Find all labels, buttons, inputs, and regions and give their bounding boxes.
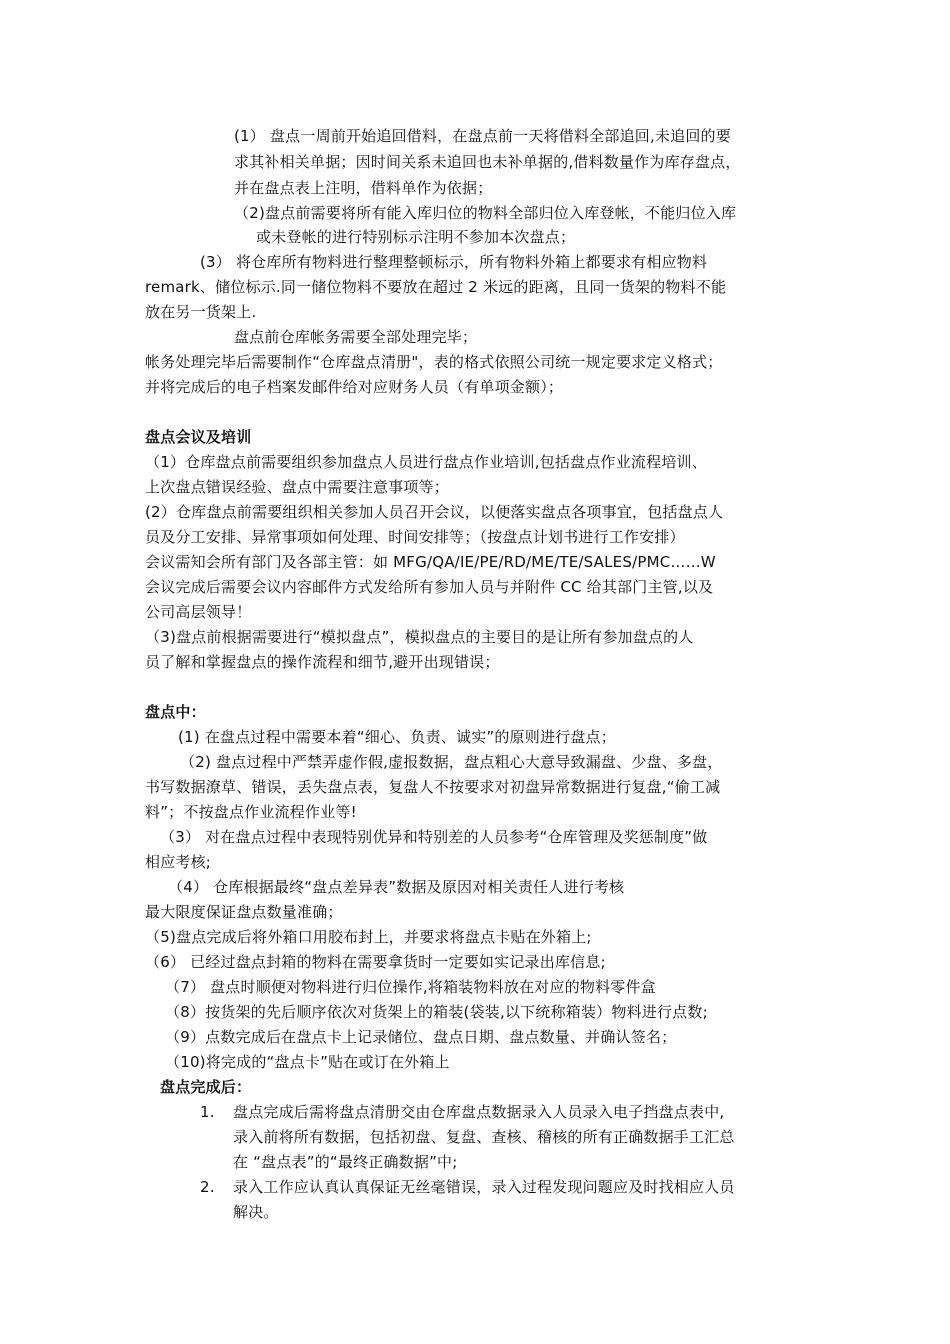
text-line: （7） 盘点时顺便对物料进行归位操作,将箱装物料放在对应的物料零件盒 [165, 978, 656, 996]
text-line: （5)盘点完成后将外箱口用胶布封上，并要求将盘点卡贴在外箱上; [145, 928, 592, 946]
section-heading: 盘点中： [145, 703, 206, 721]
text-line: 帐务处理完毕后需要制作“仓库盘点清册"，表的格式依照公司统一规定要求定义格式； [145, 353, 723, 371]
text-line: 员了解和掌握盘点的操作流程和细节,避开出现错误； [145, 653, 500, 671]
text-line: 并将完成后的电子档案发邮件给对应财务人员（有单项金额）； [145, 378, 564, 396]
text-line: 录入前将所有数据，包括初盘、复盘、查核、稽核的所有正确数据手工汇总 [233, 1128, 735, 1146]
text-line: remark、储位标示.同一储位物料不要放在超过 2 米远的距离，且同一货架的物料不能 [145, 278, 727, 296]
text-line: （4） 仓库根据最终“盘点差异表”数据及原因对相关责任人进行考核 [168, 878, 625, 896]
text-line: (3） 将仓库所有物料进行整理整顿标示，所有物料外箱上都要求有相应物料 [200, 253, 708, 271]
text-line: 解决。 [233, 1203, 279, 1221]
text-line: 在 “盘点表”的“最终正确数据”中; [233, 1153, 458, 1171]
text-line: （10)将完成的“盘点卡”贴在或订在外箱上 [165, 1053, 450, 1071]
text-line: 录入工作应认真认真保证无丝毫错误，录入过程发现问题应及时找相应人员 [233, 1178, 735, 1196]
text-line: 料”；不按盘点作业流程作业等! [145, 803, 357, 821]
text-line: 公司高层领导！ [145, 603, 252, 621]
section-heading: 盘点完成后： [160, 1078, 252, 1096]
text-line: （2) 盘点过程中严禁弄虚作假,虚报数据，盘点粗心大意导致漏盘、少盘、多盘， [180, 753, 723, 771]
text-line: 会议需知会所有部门及各部主管：如 MFG/QA/IE/PE/RD/ME/TE/SALES/PMC……W [145, 553, 716, 571]
text-line: （6） 已经过盘点封箱的物料在需要拿货时一定要如实记录出库信息; [145, 953, 606, 971]
text-line: （2)盘点前需要将所有能入库归位的物料全部归位入库登帐，不能归位入库 [234, 204, 737, 222]
section-heading: 盘点会议及培训 [145, 428, 252, 446]
text-line: （9）点数完成后在盘点卡上记录储位、盘点日期、盘点数量、并确认签名； [165, 1028, 677, 1046]
text-line: (1） 盘点一周前开始追回借料，在盘点前一天将借料全部追回,未追回的要 [234, 127, 731, 145]
text-line: （3)盘点前根据需要进行“模拟盘点”，模拟盘点的主要目的是让所有参加盘点的人 [145, 628, 694, 646]
text-line: （1）仓库盘点前需要组织参加盘点人员进行盘点作业培训,包括盘点作业流程培训、 [145, 453, 707, 471]
text-line: 盘点完成后需将盘点清册交由仓库盘点数据录入人员录入电子挡盘点表中, [233, 1103, 725, 1121]
text-line: 书写数据潦草、错误，丢失盘点表，复盘人不按要求对初盘异常数据进行复盘,“偷工减 [145, 778, 721, 796]
text-line: （8）按货架的先后顺序依次对货架上的箱装(袋装,以下统称箱装）物料进行点数; [165, 1003, 708, 1021]
list-number: 2. [200, 1178, 215, 1196]
text-line: 盘点前仓库帐务需要全部处理完毕； [234, 328, 478, 346]
text-line: 上次盘点错误经验、盘点中需要注意事项等； [145, 478, 450, 496]
text-line: 放在另一货架上. [145, 303, 257, 321]
text-line: 求其补相关单据；因时间关系未追回也未补单据的,借料数量作为库存盘点， [234, 153, 741, 171]
text-line: （3） 对在盘点过程中表现特别优异和特别差的人员参考“仓库管理及奖惩制度”做 [160, 828, 708, 846]
text-line: (1) 在盘点过程中需要本着“细心、负责、诚实”的原则进行盘点； [178, 728, 616, 746]
text-line: 最大限度保证盘点数量准确； [145, 903, 343, 921]
text-line: 员及分工安排、异常事项如何处理、时间安排等；（按盘点计划书进行工作安排） [145, 528, 685, 546]
text-line: 相应考核; [145, 853, 212, 871]
list-number: 1. [200, 1103, 215, 1121]
text-line: 并在盘点表上注明，借料单作为依据； [234, 179, 493, 197]
text-line: (2）仓库盘点前需要组织相关参加人员召开会议，以便落实盘点各项事宜，包括盘点人 [145, 503, 724, 521]
text-line: 或未登帐的进行特别标示注明不参加本次盘点； [256, 228, 576, 246]
text-line: 会议完成后需要会议内容邮件方式发给所有参加人员与并附件 CC 给其部门主管,以及 [145, 578, 714, 596]
